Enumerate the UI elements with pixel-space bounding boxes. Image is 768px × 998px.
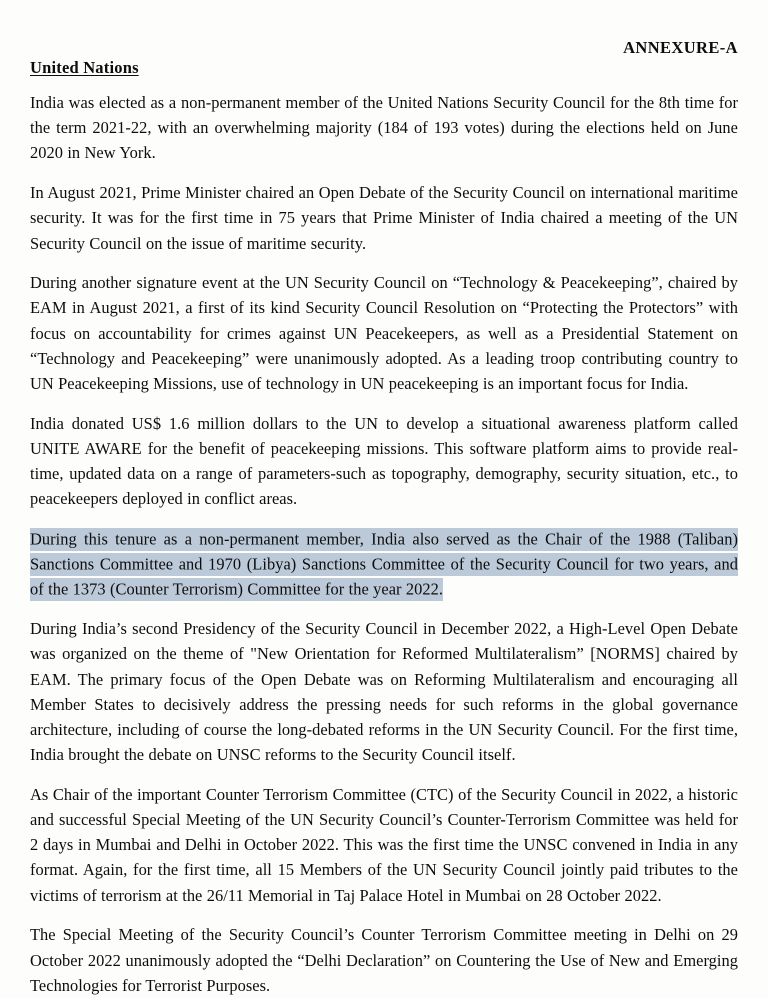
paragraph-ctc-special-meeting: As Chair of the important Counter Terrorism Committee (CTC) of the Security Council in 2022, a historic and successful Special Meeting of the UN Security Council’s Counter-Terrorism Committee was held for 2 days in Mumbai and Delhi in October 2022. This was the first time the UNSC convened in India in any format. Again, for the first time, all 15 Members of the UN Security Council jointly paid tributes to the victims of terrorism at the 26/11 Memorial in Taj Palace Hotel in Mumbai on 28 October 2022. — [30, 784, 738, 905]
paragraph-container — [30, 90, 738, 998]
document-body — [30, 58, 738, 998]
paragraph-sanctions-committee-chair — [30, 526, 738, 602]
paragraph-unite-aware-donation: India donated US$ 1.6 million dollars to the UN to develop a situational awareness platform called UNITE AWARE for the benefit of peacekeeping missions. This software platform aims to provide real-time, updated data on a range of parameters-such as topography, demography, security situation, etc., to peacekeepers deployed in conflict areas. — [30, 413, 738, 509]
annexure-label: ANNEXURE-A — [623, 38, 738, 57]
section-heading-united-nations: United Nations — [30, 58, 139, 77]
paragraph-unsc-election: India was elected as a non-permanent member of the United Nations Security Council for the 8th time for the term 2021-22, with an overwhelming majority (184 of 193 votes) during the elections held on June 2020 in New York. — [30, 93, 738, 163]
paragraph-technology-peacekeeping: During another signature event at the UN Security Council on “Technology & Peacekeeping”, chaired by EAM in August 2021, a first of its kind Security Council Resolution on “Protecting the Protectors” with focus on accountability for crimes against UN Peacekeepers, as well as a Presidential Statement on “Technology and Peacekeeping” were unanimously adopted. As a leading troop contributing country to UN Peacekeeping Missions, use of technology in UN peacekeeping is an important focus for India. — [30, 273, 738, 394]
highlighted-text-sanctions-committee-chair: During this tenure as a non-permanent member, India also served as the Chair of the 1988 (Taliban) Sanctions Committee and 1970 (Libya) Sanctions Committee of the Security Council for two years, and of the 1373 (Counter Terrorism) Committee for the year 2022. — [30, 528, 738, 601]
paragraph-second-presidency-norms: During India’s second Presidency of the Security Council in December 2022, a High-Level Open Debate was organized on the theme of "New Orientation for Reformed Multilateralism” [NORMS] chaired by EAM. The primary focus of the Open Debate was on Reforming Multilateralism and encouraging all Member States to decisively address the pressing needs for such reforms in the global governance architecture, including of course the long-debated reforms in the UN Security Council. For the first time, India brought the debate on UNSC reforms to the Security Council itself. — [30, 619, 738, 765]
paragraph-maritime-security-debate: In August 2021, Prime Minister chaired an Open Debate of the Security Council on international maritime security. It was for the first time in 75 years that Prime Minister of India chaired a meeting of the UN Security Council on the issue of maritime security. — [30, 183, 738, 253]
section-heading-wrapper — [30, 58, 738, 90]
paragraph-delhi-declaration: The Special Meeting of the Security Council’s Counter Terrorism Committee meeting in Delhi on 29 October 2022 unanimously adopted the “Delhi Declaration” on Countering the Use of New and Emerging Technologies for Terrorist Purposes. — [30, 925, 738, 995]
